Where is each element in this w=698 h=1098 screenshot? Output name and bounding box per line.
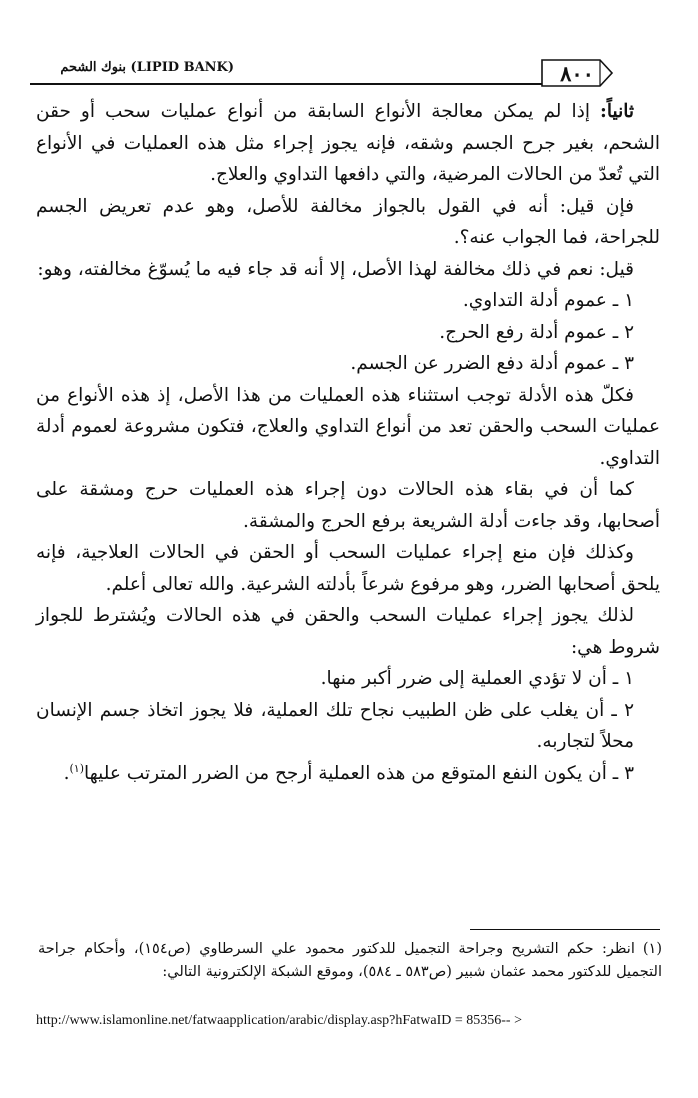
paragraph-1: [36, 96, 660, 191]
paragraph-3: قيل: نعم في ذلك مخالفة لهذا الأصل، إلا أنه قد جاء فيه ما يُسوّغ مخالفته، وهو:: [37, 258, 634, 280]
paragraph-5: كما أن في بقاء هذه الحالات دون إجراء هذه العمليات حرج ومشقة على أصحابها، وقد جاءت أدلة الشريعة برفع الحرج والمشقة.: [36, 479, 660, 532]
header-rule: [30, 83, 598, 85]
paragraph-6: وكذلك فإن منع إجراء عمليات السحب أو الحقن في الحالات العلاجية، فإنه يلحق أصحابها الضرر، وهو مرفوع شرعاً بأدلته الشرعية. والله تعالى أعلم.: [36, 542, 660, 595]
footnote-marker: (١): [69, 761, 85, 775]
paragraph-2: فإن قيل: أنه في القول بالجواز مخالفة للأصل، وهو عدم تعريض الجسم للجراحة، فما الجواب عنه؟.: [36, 195, 660, 248]
paragraph-1-text: إذا لم يمكن معالجة الأنواع السابقة من أنواع عمليات سحب أو حقن الشحم، بغير جرح الجسم وشقه، فإنه يجوز إجراء مثل هذه العمليات في الأنواع التي تُعدّ من الحالات المرضية، والتي دافعها التداوي والعلاج.: [36, 101, 660, 185]
list-2-item-1: ١ ـ أن لا تؤدي العملية إلى ضرر أكبر منها.: [320, 668, 634, 689]
page-number: ٨٠٠: [560, 61, 594, 86]
footnote-text: انظر: حكم التشريح وجراحة التجميل للدكتور محمود علي السرطاوي (ص١٥٤)، وأحكام جراحة التجميل للدكتور محمد عثمان شبير (ص٥٨٣ ـ ٥٨٤)، وموقع الشبكة الإلكترونية التالي:: [38, 941, 662, 980]
paragraph-4: فكلّ هذه الأدلة توجب استثناء هذه العمليات من هذا الأصل، إذ هذه الأنواع من عمليات السحب والحقن تعد من أنواع التداوي والعلاج، فتكون مشروعة لعموم أدلة التداوي.: [36, 384, 660, 469]
footnote: [38, 938, 662, 984]
list-2-item-3-text: ٣ ـ أن يكون النفع المتوقع من هذه العملية أرجح من الضرر المترتب عليها: [84, 762, 634, 784]
list-2-item-3-end: .: [63, 762, 70, 784]
page-number-frame: [540, 58, 614, 88]
list-1-item-1: ١ ـ عموم أدلة التداوي.: [462, 290, 634, 311]
list-2-item-2: ٢ ـ أن يغلب على ظن الطبيب نجاح تلك العملية، فلا يجوز اتخاذ جسم الإنسان محلاً لتجاربه.: [36, 699, 634, 752]
footnote-rule: [470, 929, 660, 930]
list-2-item-3: [36, 758, 660, 790]
footnote-number: (١): [642, 941, 663, 957]
paragraph-1-lead: ثانياً:: [600, 101, 634, 122]
list-1-item-3: ٣ ـ عموم أدلة دفع الضرر عن الجسم.: [350, 353, 634, 374]
paragraph-7: لذلك يجوز إجراء عمليات السحب والحقن في هذه الحالات ويُشترط للجواز شروط هي:: [36, 605, 660, 658]
main-text: [36, 96, 660, 789]
list-1-item-2: ٢ ـ عموم أدلة رفع الحرج.: [439, 321, 634, 343]
running-header-title: (LIPID BANK) بنوك الشحم: [60, 60, 234, 75]
footnote-url: http://www.islamonline.net/fatwaapplication/arabic/display.asp?hFatwaID = 85356-- >: [36, 1013, 522, 1028]
